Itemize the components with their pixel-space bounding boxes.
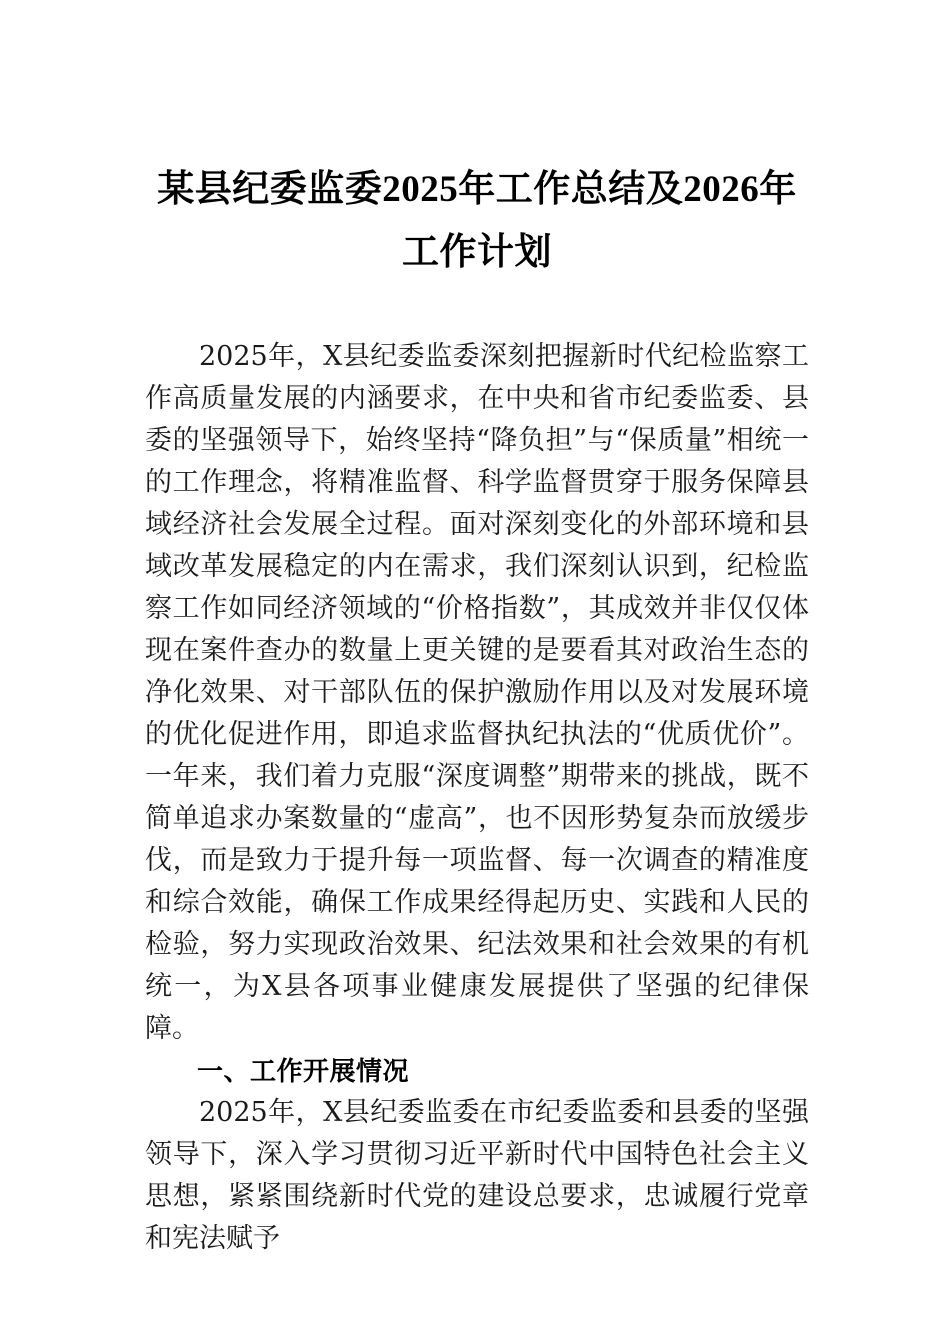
section-heading-1: 一、工作开展情况 — [197, 1056, 410, 1086]
page-title: 某县纪委监委2025年工作总结及2026年工作计划 — [157, 169, 797, 273]
section-1-paragraph-1: 2025年，X县纪委监委在市纪委监委和县委的坚强领导下，深入学习贯彻习近平新时代中国特色社会主义思想，紧紧围绕新时代党的建设总要求，忠诚履行党章和宪法赋予 — [145, 1097, 809, 1254]
document-content — [145, 0, 809, 1260]
intro-paragraph: 2025年，X县纪委监委深刻把握新时代纪检监察工作高质量发展的内涵要求，在中央和省市纪委监委、县委的坚强领导下，始终坚持“降负担”与“保质量”相统一的工作理念，将精准监督、科学监督贯穿于服务保障县域经济社会发展全过程。面对深刻变化的外部环境和县域改革发展稳定的内在需求，我们深刻认识到，纪检监察工作如同经济领域的“价格指数”，其成效并非仅仅体现在案件查办的数量上更关键的是要看其对政治生态的净化效果、对干部队伍的保护激励作用以及对发展环境的优化促进作用，即追求监督执纪执法的“优质优价”。一年来，我们着力克服“深度调整”期带来的挑战，既不简单追求办案数量的“虚高”，也不因形势复杂而放缓步伐，而是致力于提升每一项监督、每一次调查的精准度和综合效能，确保工作成果经得起历史、实践和人民的检验，努力实现政治效果、纪法效果和社会效果的有机统一，为X县各项事业健康发展提供了坚强的纪律保障。 — [145, 341, 809, 1044]
